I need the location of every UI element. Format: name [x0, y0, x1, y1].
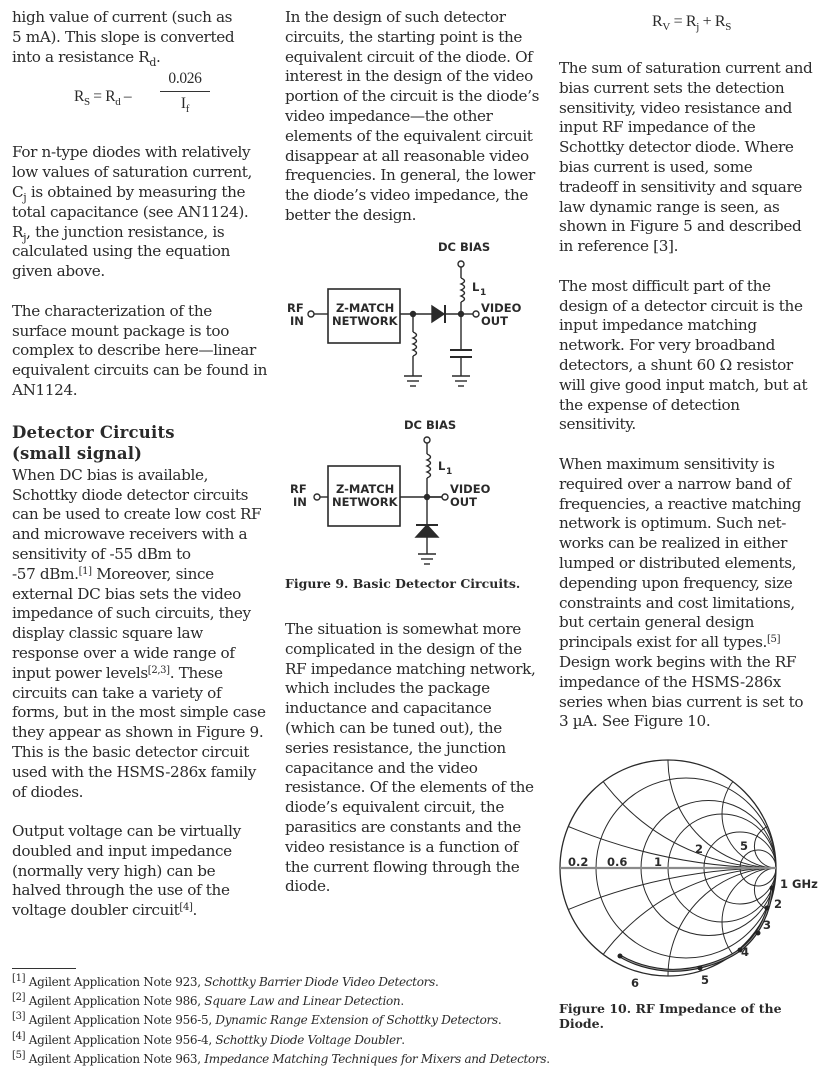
text-line: equivalent circuit of the diode. Of: [285, 47, 533, 66]
footnote-end: .: [434, 975, 439, 989]
text-line: The most difficult part of the: [559, 276, 771, 295]
equation-rs: [12, 69, 274, 131]
rf-in-terminal-icon: [314, 494, 320, 500]
label-video: VIDEO: [450, 482, 491, 496]
figure10-caption: [559, 1001, 824, 1031]
eq-symbol: R: [74, 88, 84, 106]
footnote-title: Schottky Diode Voltage Doubler: [215, 1032, 402, 1047]
heading-line: Detector Circuits: [12, 422, 175, 442]
footnote-ref[interactable]: [2,3]: [147, 664, 170, 676]
section-heading-detector-circuits: [12, 422, 274, 464]
text-line: For n-type diodes with relatively: [12, 143, 251, 162]
text-line: surface mount package is too: [12, 321, 230, 340]
text-line: video impedance—the other: [285, 106, 493, 125]
text-line: input power levels: [12, 663, 148, 682]
paragraph-package-characterization: [12, 302, 274, 401]
text-line: complex to describe here—linear: [12, 341, 256, 360]
text-line: total capacitance (see AN1124).: [12, 202, 249, 221]
footnote-text: Agilent Application Note 986,: [25, 994, 205, 1009]
label-out: OUT: [481, 314, 508, 328]
footnote-text: Agilent Application Note 963,: [25, 1051, 205, 1066]
text-line: . These: [169, 663, 223, 682]
label-l1-subscript: 1: [446, 467, 453, 477]
column-2: [285, 8, 547, 226]
footnote-mark: [5]: [12, 1049, 26, 1061]
text-line: disappear at all reasonable video: [285, 146, 529, 165]
text-line: calculated using the equation: [12, 242, 231, 261]
column-3: [559, 12, 824, 732]
text-line: impedance of the HSMS-286x: [559, 672, 781, 691]
paragraph-voltage-doubler: [12, 822, 274, 921]
footnote-end: .: [497, 1013, 502, 1028]
text-line: lumped or distributed elements,: [559, 553, 797, 572]
footnote-mark: [1]: [12, 973, 26, 984]
text-line: forms, but in the most simple case: [12, 703, 266, 722]
figure9-shunt-detector-schematic: [282, 414, 532, 574]
text-line: The situation is somewhat more: [285, 620, 521, 638]
text-line: doubled and input impedance: [12, 841, 232, 860]
caption-line: Diode.: [559, 1016, 604, 1031]
figure9-series-detector-schematic: [282, 236, 532, 396]
label-freq-2: 2: [774, 897, 783, 911]
text-line: the current flowing through the: [285, 857, 520, 876]
text-line: elements of the equivalent circuit: [285, 126, 533, 145]
column-1: [12, 8, 274, 921]
subscript: j: [23, 190, 27, 204]
text-line: but certain general design: [559, 613, 755, 632]
fraction-bar: [160, 91, 210, 92]
text-line: Moreover, since: [91, 564, 214, 583]
text-line: Schottky diode detector circuits: [12, 485, 249, 504]
text-line: circuits, the starting point is the: [285, 27, 523, 46]
video-out-terminal-icon: [473, 311, 479, 317]
text-line: low values of saturation current,: [12, 163, 253, 182]
text-line: required over a narrow band of: [559, 474, 791, 493]
inductor-l1-icon: [461, 278, 465, 302]
label-out: OUT: [450, 495, 477, 509]
footnote-title: Square Law and Linear Detection: [204, 994, 401, 1009]
footnote-ref[interactable]: [1]: [78, 565, 92, 577]
shunt-inductor-icon: [413, 332, 417, 356]
text-line: , the junction resistance, is: [26, 222, 225, 241]
equation-rv: [559, 12, 824, 54]
paragraph-current-slope: [12, 8, 274, 67]
footnote-4: [12, 1031, 550, 1050]
text-line: Schottky detector diode. Where: [559, 138, 794, 157]
text-line: response over a wide range of: [12, 643, 235, 662]
paragraph-n-type-diodes: [12, 143, 274, 282]
label-r-0.2: 0.2: [568, 855, 589, 869]
text-line: the diode’s video impedance, the: [285, 186, 529, 205]
text-line: AN1124.: [12, 380, 78, 399]
text-line: impedance of such circuits, they: [12, 604, 251, 623]
text-line: input RF impedance of the: [559, 118, 756, 137]
text-line: shown in Figure 5 and described: [559, 217, 802, 236]
text-line: When maximum sensitivity is: [559, 454, 775, 473]
subscript: V: [662, 21, 670, 33]
label-dc-bias: DC BIAS: [438, 240, 491, 254]
text-line: In the design of such detector: [285, 8, 506, 26]
label-r-5: 5: [740, 839, 749, 853]
text-line: sensitivity, video resistance and: [559, 98, 793, 117]
paragraph-input-matching: [559, 277, 824, 435]
footnote-ref[interactable]: [4]: [179, 902, 193, 914]
text-line: parasitics are constants and the: [285, 817, 521, 836]
text-line: detectors, a shunt 60 Ω resistor: [559, 355, 793, 374]
text-line: When DC bias is available,: [12, 465, 209, 484]
paragraph-maximum-sensitivity: [559, 455, 824, 732]
label-network: NETWORK: [332, 495, 398, 509]
text-line: 5 mA). This slope is converted: [12, 27, 235, 46]
footnote-2: [12, 992, 550, 1011]
text-line: The characterization of the: [12, 301, 212, 320]
footnote-1: [12, 973, 550, 992]
footnote-title: Dynamic Range Extension of Schottky Detectors: [215, 1013, 498, 1028]
text-line: R: [12, 222, 24, 241]
text-line: they appear as shown in Figure 9.: [12, 723, 264, 742]
text-line: inductance and capacitance: [285, 699, 492, 718]
footnote-3: [12, 1011, 550, 1030]
label-freq-6: 6: [631, 976, 640, 990]
text-line: (which can be tuned out), the: [285, 718, 502, 737]
footnote-title: Impedance Matching Techniques for Mixers and Detectors: [204, 1051, 547, 1066]
footnote-text: Agilent Application Note 956-5,: [25, 1013, 216, 1028]
text-line: will give good input match, but at: [559, 375, 808, 394]
text-line: series when bias current is set to: [559, 692, 804, 711]
figure10-smith-chart: [550, 750, 824, 990]
paragraph-saturation-current: [559, 59, 824, 257]
text-line: bias current sets the detection: [559, 78, 785, 97]
text-line: in reference [3].: [559, 237, 679, 256]
text-line: series resistance, the junction: [285, 738, 506, 757]
label-in: IN: [290, 314, 304, 328]
dc-bias-terminal-icon: [424, 437, 430, 443]
footnote-end: .: [401, 1032, 405, 1047]
footnote-mark: [4]: [12, 1030, 26, 1042]
text-line: the expense of detection: [559, 395, 740, 414]
subscript: d: [115, 96, 121, 109]
text-line: of diodes.: [12, 782, 84, 801]
text-line: which includes the package: [285, 679, 490, 698]
trace-marker-3ghz: [756, 931, 761, 936]
text-line: design of a detector circuit is the: [559, 296, 803, 315]
text-line: -57 dBm.: [12, 564, 79, 583]
fraction-denominator: $I_f$: [180, 95, 190, 116]
eq-symbol: R: [651, 13, 663, 30]
caption-line: Figure 10. RF Impedance of the: [559, 1001, 782, 1016]
label-freq-4: 4: [741, 945, 750, 959]
subscript: j: [23, 230, 27, 244]
column-2-lower: [285, 620, 547, 897]
subscript: j: [696, 21, 699, 33]
footnote-5: [12, 1050, 550, 1069]
text-line: 3 µA. See Figure 10.: [559, 712, 711, 731]
subscript: S: [84, 96, 90, 109]
label-freq-3: 3: [763, 918, 772, 932]
text-line: constraints and cost limitations,: [559, 593, 795, 612]
text-line: Output voltage can be virtually: [12, 822, 241, 841]
video-out-terminal-icon: [442, 494, 448, 500]
shunt-diode-icon: [416, 525, 438, 537]
footnote-ref[interactable]: [5]: [767, 634, 781, 646]
label-rf: RF: [287, 301, 304, 315]
text-line: can be used to create low cost RF: [12, 505, 262, 524]
footnotes: [12, 968, 550, 1069]
text-line: diode.: [285, 877, 331, 896]
impedance-trace: [620, 888, 772, 970]
reactance-arc-0.5: [560, 750, 824, 868]
text-line: video resistance is a function of: [285, 837, 519, 856]
eq-symbol: = R: [669, 13, 697, 30]
eq-symbol: + R: [698, 13, 726, 30]
label-video: VIDEO: [481, 301, 522, 315]
text-line: input impedance matching: [559, 316, 757, 335]
text-line: circuits can take a variety of: [12, 683, 222, 702]
text-line: network. For very broadband: [559, 336, 776, 355]
text-line: Design work begins with the RF: [559, 652, 797, 671]
inductor-l1-icon: [427, 454, 431, 478]
series-diode-icon: [432, 306, 444, 322]
footnote-end: .: [546, 1051, 550, 1066]
text-line: frequencies. In general, the lower: [285, 166, 535, 185]
text-line: depending upon frequency, size: [559, 573, 793, 592]
text-line: better the design.: [285, 205, 417, 224]
text-line: used with the HSMS-286x family: [12, 762, 256, 781]
text-line: law dynamic range is seen, as: [559, 197, 780, 216]
text-line: C: [12, 182, 24, 201]
text-line: is obtained by measuring the: [26, 182, 246, 201]
trace-marker-6ghz: [618, 954, 623, 959]
label-freq-5: 5: [701, 973, 710, 987]
text-line: (normally very high) can be: [12, 861, 216, 880]
footnote-end: .: [400, 994, 404, 1009]
subscript: S: [725, 21, 732, 33]
text-line: diode’s equivalent circuit, the: [285, 798, 504, 817]
label-dc-bias: DC BIAS: [404, 418, 457, 432]
figure9-caption: Figure 9. Basic Detector Circuits.: [285, 576, 521, 591]
text-line: external DC bias sets the video: [12, 584, 241, 603]
text-line: equivalent circuits can be found in: [12, 361, 268, 380]
trace-marker-2ghz: [765, 906, 770, 911]
text-line: This is the basic detector circuit: [12, 742, 249, 761]
text-line: halved through the use of the: [12, 881, 230, 900]
eq-operator: –: [120, 88, 132, 106]
rf-in-terminal-icon: [308, 311, 314, 317]
text-line: .: [192, 901, 198, 920]
label-freq-1ghz: 1 GHz: [780, 877, 818, 891]
text-line: tradeoff in sensitivity and square: [559, 177, 803, 196]
reactance-arc-0.2: [550, 750, 824, 868]
label-l1: L: [472, 280, 480, 294]
text-line: portion of the circuit is the diode’s: [285, 87, 540, 106]
paragraph-rf-impedance-matching: [285, 620, 547, 897]
label-l1-subscript: 1: [480, 288, 487, 298]
eq-symbol: = R: [89, 88, 116, 106]
footnote-text: Agilent Application Note 956-4,: [25, 1032, 216, 1047]
label-r-2: 2: [695, 842, 704, 856]
label-in: IN: [293, 495, 307, 509]
label-r-1: 1: [654, 855, 663, 869]
footnote-rule: [12, 968, 76, 969]
paragraph-dc-bias: [12, 466, 274, 803]
heading-line: (small signal): [12, 443, 143, 463]
text-line: display classic square law: [12, 624, 203, 643]
text-line: into a resistance R: [12, 47, 150, 66]
text-line: capacitance and the video: [285, 758, 478, 777]
text-line: principals exist for all types.: [559, 633, 767, 652]
text-line: RF impedance matching network,: [285, 659, 536, 678]
text-line: frequencies, a reactive matching: [559, 494, 801, 513]
text-line: voltage doubler circuit: [12, 901, 180, 920]
label-r-0.6: 0.6: [607, 855, 628, 869]
text-line: complicated in the design of the: [285, 639, 522, 658]
text-line: sensitivity.: [559, 415, 636, 434]
text-line: high value of current (such as: [12, 8, 233, 26]
label-rf: RF: [290, 482, 307, 496]
text-line: network is optimum. Such net-: [559, 514, 787, 533]
subscript: d: [149, 55, 157, 69]
fraction: [160, 69, 210, 116]
dc-bias-terminal-icon: [458, 261, 464, 267]
footnote-mark: [2]: [12, 992, 26, 1004]
trace-marker-5ghz: [698, 966, 703, 971]
text-line: and microwave receivers with a: [12, 525, 248, 544]
label-network: NETWORK: [332, 314, 398, 328]
footnote-mark: [3]: [12, 1011, 26, 1023]
text-line: works can be realized in either: [559, 534, 788, 553]
trace-marker-1ghz: [770, 886, 775, 891]
footnote-text: Agilent Application Note 923,: [25, 975, 205, 989]
paragraph-design-starting-point: [285, 8, 547, 226]
label-l1: L: [438, 459, 446, 473]
text-line: given above.: [12, 262, 105, 281]
label-z-match: Z-MATCH: [336, 301, 395, 315]
text-line: resistance. Of the elements of the: [285, 778, 534, 797]
fraction-numerator: 0.026: [168, 70, 202, 88]
footnote-title: Schottky Barrier Diode Video Detectors: [204, 975, 435, 989]
text-line: sensitivity of -55 dBm to: [12, 544, 191, 563]
label-z-match: Z-MATCH: [336, 482, 395, 496]
text-line: interest in the design of the video: [285, 67, 533, 86]
text-line: .: [156, 47, 161, 66]
text-line: The sum of saturation current and: [559, 59, 813, 77]
text-line: bias current is used, some: [559, 157, 753, 176]
